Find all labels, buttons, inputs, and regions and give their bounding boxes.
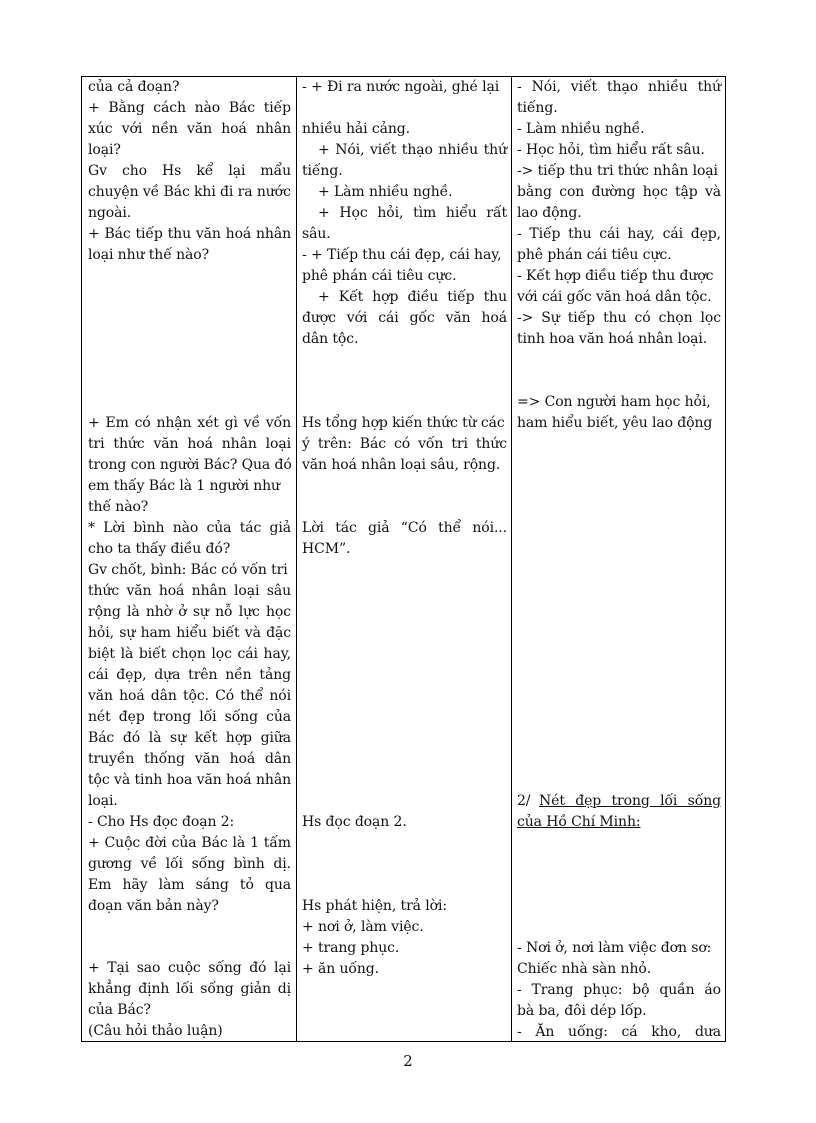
page-number: 2 [403,1052,413,1070]
text-line: bằng con đường học tập và [517,184,721,200]
text-line: - Tiếp thu cái hay, cái đẹp, [517,226,721,242]
text-line: với cái gốc văn hoá dân tộc. [517,289,712,305]
text-line: xúc với nền văn hoá nhân [88,121,291,137]
text-line: Hs phát hiện, trả lời: [302,898,447,914]
text-line: - Trang phục: bộ quần áo [517,982,721,998]
text-line: Hs tổng hợp kiến thức từ các [302,415,505,431]
text-line: sâu. [302,226,331,242]
text-line: rộng là nhờ ở sự nỗ lực học [88,604,291,620]
text-line: + Cuộc đời của Bác là 1 tấm [88,835,291,851]
text-line: lao động. [517,205,582,221]
text-line: trong con người Bác? Qua đó [88,457,292,473]
section-heading [517,791,721,812]
text-line: văn hoá dân tộc. Có thể nói [88,688,291,704]
text-line: + Kết hợp điều tiếp thu [318,289,507,305]
text-line: + Học hỏi, tìm hiểu rất [318,205,507,221]
text-line: + nơi ở, làm việc. [302,919,424,935]
text-line: thức văn hoá nhân loại sâu [88,583,291,599]
text-line: tri thức văn hoá nhân loại [88,436,291,452]
text-line: tiếng. [517,100,558,116]
lesson-content-column [512,77,725,1041]
text-line: loại? [88,142,121,158]
text-line: nhiều hải cảng. [302,121,410,137]
text-line: của cả đoạn? [88,79,180,95]
text-line: thế nào? [88,499,149,515]
text-line: + Bác tiếp thu văn hoá nhân [88,226,291,242]
text-line: - Cho Hs đọc đoạn 2: [88,814,235,830]
text-line: - Kết hợp điều tiếp thu được [517,268,714,284]
section-title: Nét đẹp trong lối sống [539,793,721,809]
text-line: + Nói, viết thạo nhiều thứ [318,142,507,158]
text-line: phê phán cái tiêu cực. [302,268,457,284]
teacher-activity-column [82,77,297,1041]
text-line: + Em có nhận xét gì về vốn [88,415,291,431]
text-line: - Nói, viết thạo nhiều thứ [517,79,721,95]
text-line: (Câu hỏi thảo luận) [88,1023,223,1039]
text-line: Bác đó là sự kết hợp giữa [88,730,291,746]
text-line: văn hoá nhân loại sâu, rộng. [302,457,501,473]
text-line: HCM”. [302,541,351,557]
text-line: hỏi, sự ham hiểu biết và đặc [88,625,291,641]
text-line: * Lời bình nào của tác giả [88,520,291,536]
text-line: Gv cho Hs kể lại mẩu [88,163,291,179]
text-line: phê phán cái tiêu cực. [517,247,672,263]
text-line: Em hãy làm sáng tỏ qua [88,877,291,893]
student-activity-column [297,77,512,1041]
text-line: cho ta thấy điều đó? [88,541,231,557]
text-line: -> Sự tiếp thu có chọn lọc [517,310,721,326]
text-line: đoạn văn bản này? [88,898,219,914]
lesson-table [81,76,726,1042]
text-line: - Ăn uống: cá kho, dưa [517,1024,721,1040]
text-line: loại như thế nào? [88,247,209,263]
text-line: - Học hỏi, tìm hiểu rất sâu. [517,142,705,158]
text-line: - + Tiếp thu cái đẹp, cái hay, [302,247,502,263]
section-number: 2/ [517,793,531,809]
text-line: + trang phục. [302,940,400,956]
text-line: bà ba, đôi dép lốp. [517,1003,647,1019]
text-line: biệt là biết chọn lọc cái hay, [88,646,291,662]
text-line: gương về lối sống bình dị. [88,856,291,872]
text-line: - Nơi ở, nơi làm việc đơn sơ: [517,940,712,956]
text-line: cái đẹp, dựa trên nền tảng [88,667,291,683]
text-line: Lời tác giả “Có thể nói... [302,520,507,536]
text-line: => Con người ham học hỏi, [517,394,711,410]
text-line: của Bác? [88,1002,151,1018]
text-line: - + Đi ra nước ngoài, ghé lại [302,79,500,95]
text-line: khẳng định lối sống giản dị [88,981,291,997]
text-line: nét đẹp trong lối sống của [88,709,291,725]
text-line: + ăn uống. [302,961,380,977]
text-line: + Làm nhiều nghề. [318,184,453,200]
text-line: tộc và tinh hoa văn hoá nhân [88,772,291,788]
text-line: Chiếc nhà sàn nhỏ. [517,961,652,977]
text-line: -> tiếp thu tri thức nhân loại [517,163,718,179]
text-line: dân tộc. [302,331,359,347]
text-line: + Tại sao cuộc sống đó lại [88,960,291,976]
text-line: truyền thống văn hoá dân [88,751,291,767]
section-title-continued: của Hồ Chí Minh: [517,814,641,830]
text-line: ngoài. [88,205,132,221]
text-line: Hs đọc đoạn 2. [302,814,407,830]
text-line: + Bằng cách nào Bác tiếp [88,100,291,116]
text-line: ý trên: Bác có vốn tri thức [302,436,507,452]
text-line: ham hiểu biết, yêu lao động [517,415,713,431]
text-line: Gv chốt, bình: Bác có vốn tri [88,562,288,578]
text-line: em thấy Bác là 1 người như [88,478,280,494]
text-line: tinh hoa văn hoá nhân loại. [517,331,708,347]
text-line: - Làm nhiều nghề. [517,121,645,137]
text-line: được với cái gốc văn hoá [302,310,507,326]
text-line: loại. [88,793,118,809]
text-line: chuyện về Bác khi đi ra nước [88,184,291,200]
text-line: tiếng. [302,163,343,179]
